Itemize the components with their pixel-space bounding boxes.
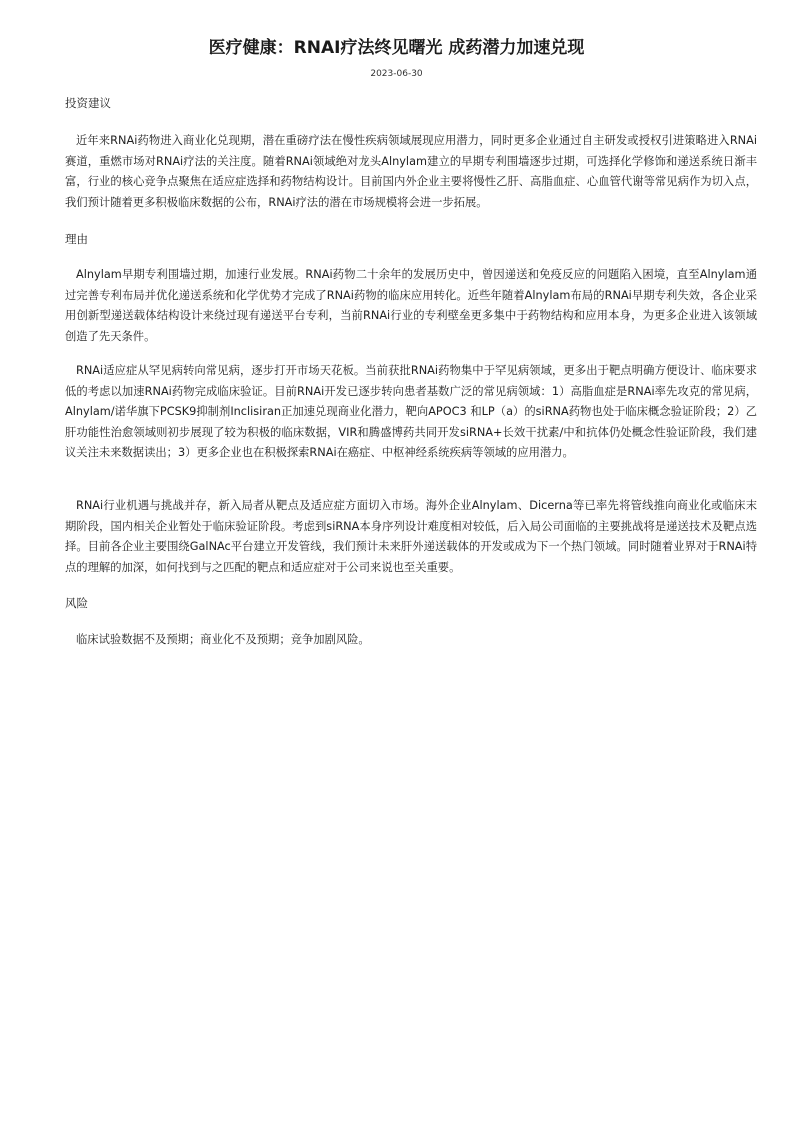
page-title: 医疗健康：RNAI疗法终见曙光 成药潜力加速兑现	[208, 38, 585, 58]
paragraph-risk: 临床试验数据不及预期；商业化不及预期；竞争加剧风险。	[76, 633, 370, 646]
section-heading-investment: 投资建议	[65, 96, 111, 110]
section-heading-reasons: 理由	[65, 232, 88, 246]
section-heading-risk: 风险	[65, 596, 88, 610]
paragraph-reason-3: RNAi行业机遇与挑战并存，新入局者从靶点及适应症方面切入市场。海外企业Alnylam、Dicerna等已率先将管线推向商业化或临床末期阶段，国内相关企业暂处于临床验证阶段。考虑到siRNA本身序列设计难度相对较低，后入局公司面临的主要挑战将是递送技术及靶点选择。目前各企业主要围绕GalNAc平台建立开发管线，我们预计未来肝外递送载体的开发或成为下一个热门领域。同时随着业界对于RNAi特点的理解的加深，如何找到与之匹配的靶点和适应症对于公司来说也至关重要。	[65, 499, 757, 574]
publish-date: 2023-06-30	[370, 69, 423, 79]
paragraph-investment: 近年来RNAi药物进入商业化兑现期，潜在重磅疗法在慢性疾病领域展现应用潜力，同时更多企业通过自主研发或授权引进策略进入RNAi赛道，重燃市场对RNAi疗法的关注度。随着RNAi领域绝对龙头Alnylam建立的早期专利围墙逐步过期，可选择化学修饰和递送系统日渐丰富，行业的核心竞争点聚焦在适应症选择和药物结构设计。目前国内外企业主要将慢性乙肝、高脂血症、心血管代谢等常见病作为切入点，我们预计随着更多积极临床数据的公布，RNAi疗法的潜在市场规模将会进一步拓展。	[65, 134, 757, 209]
paragraph-reason-1: Alnylam早期专利围墙过期，加速行业发展。RNAi药物二十余年的发展历史中，曾因递送和免疫反应的问题陷入困境，直至Alnylam通过完善专利布局并优化递送系统和化学优势才完成了RNAi药物的临床应用转化。近些年随着Alnylam布局的RNAi早期专利失效，各企业采用创新型递送载体结构设计来绕过现有递送平台专利，当前RNAi行业的专利壁垒更多集中于药物结构和应用本身，为更多企业进入该领域创造了先天条件。	[65, 268, 757, 343]
paragraph-reason-2: RNAi适应症从罕见病转向常见病，逐步打开市场天花板。当前获批RNAi药物集中于罕见病领域，更多出于靶点明确方便设计、临床要求低的考虑以加速RNAi药物完成临床验证。目前RNAi开发已逐步转向患者基数广泛的常见病领域：1）高脂血症是RNAi率先攻克的常见病，Alnylam/诺华旗下PCSK9抑制剂Inclisiran正加速兑现商业化潜力，靶向APOC3 和LP（a）的siRNA药物也处于临床概念验证阶段；2）乙肝功能性治愈领域则初步展现了较为积极的临床数据，VIR和腾盛博药共同开发siRNA+长效干扰素/中和抗体仍处概念性验证阶段，我们建议关注未来数据读出；3）更多企业也在积极探索RNAi在癌症、中枢神经系统疾病等领域的应用潜力。	[65, 364, 757, 459]
